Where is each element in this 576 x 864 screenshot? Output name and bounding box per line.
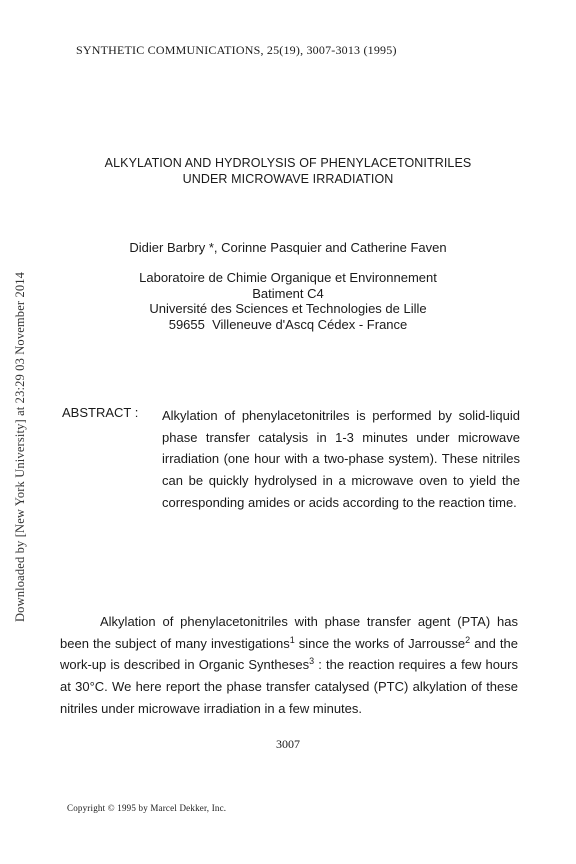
affiliation (60, 270, 516, 332)
page-number: 3007 (276, 737, 300, 751)
title-line-2: UNDER MICROWAVE IRRADIATION (182, 172, 394, 186)
reference-2: 2 (465, 634, 471, 645)
abstract-label: ABSTRACT : (62, 405, 139, 420)
intro-text-3: and the work-up is described in Organic Syntheses (60, 635, 518, 673)
intro-text-2: since the works of Jarrousse (294, 635, 466, 651)
reference-3: 3 (309, 656, 315, 667)
affiliation-line-2: Batiment C4 (252, 285, 324, 301)
paper-title (60, 155, 516, 187)
affiliation-line-1: Laboratoire de Chimie Organique et Environnement (139, 270, 437, 285)
journal-header: SYNTHETIC COMMUNICATIONS, 25(19), 3007-3013 (1995) (76, 43, 397, 57)
intro-text-4: : the reaction requires a few hours at 30°C. We here report the phase transfer catalysed (PTC) alkylation of these nitriles under microwave irradiation in a few minutes. (60, 657, 519, 716)
copyright-notice: Copyright © 1995 by Marcel Dekker, Inc. (67, 803, 227, 813)
intro-text-1: Alkylation of phenylacetonitriles with phase transfer agent (PTA) has been the subject of many investigations (60, 614, 518, 651)
abstract-text: Alkylation of phenylacetonitriles is performed by solid-liquid phase transfer catalysis in 1-3 minutes under microwave irradiation (one hour with a two-phase system). These nitriles can be quickly hydrolysed in a microwave oven to yield the corresponding amides or acids according to the reaction time. (162, 408, 520, 510)
title-line-1: ALKYLATION AND HYDROLYSIS OF PHENYLACETONITRILES (104, 156, 472, 170)
author-list: Didier Barbry *, Corinne Pasquier and Catherine Faven (129, 240, 447, 255)
reference-1: 1 (289, 634, 295, 645)
affiliation-line-3: Université des Sciences et Technologies de Lille (149, 301, 427, 316)
download-watermark: Downloaded by [New York University] at 23:29 03 November 2014 (13, 271, 27, 622)
affiliation-line-4: 59655 Villeneuve d'Ascq Cédex - France (168, 316, 408, 332)
intro-paragraph (60, 611, 518, 720)
